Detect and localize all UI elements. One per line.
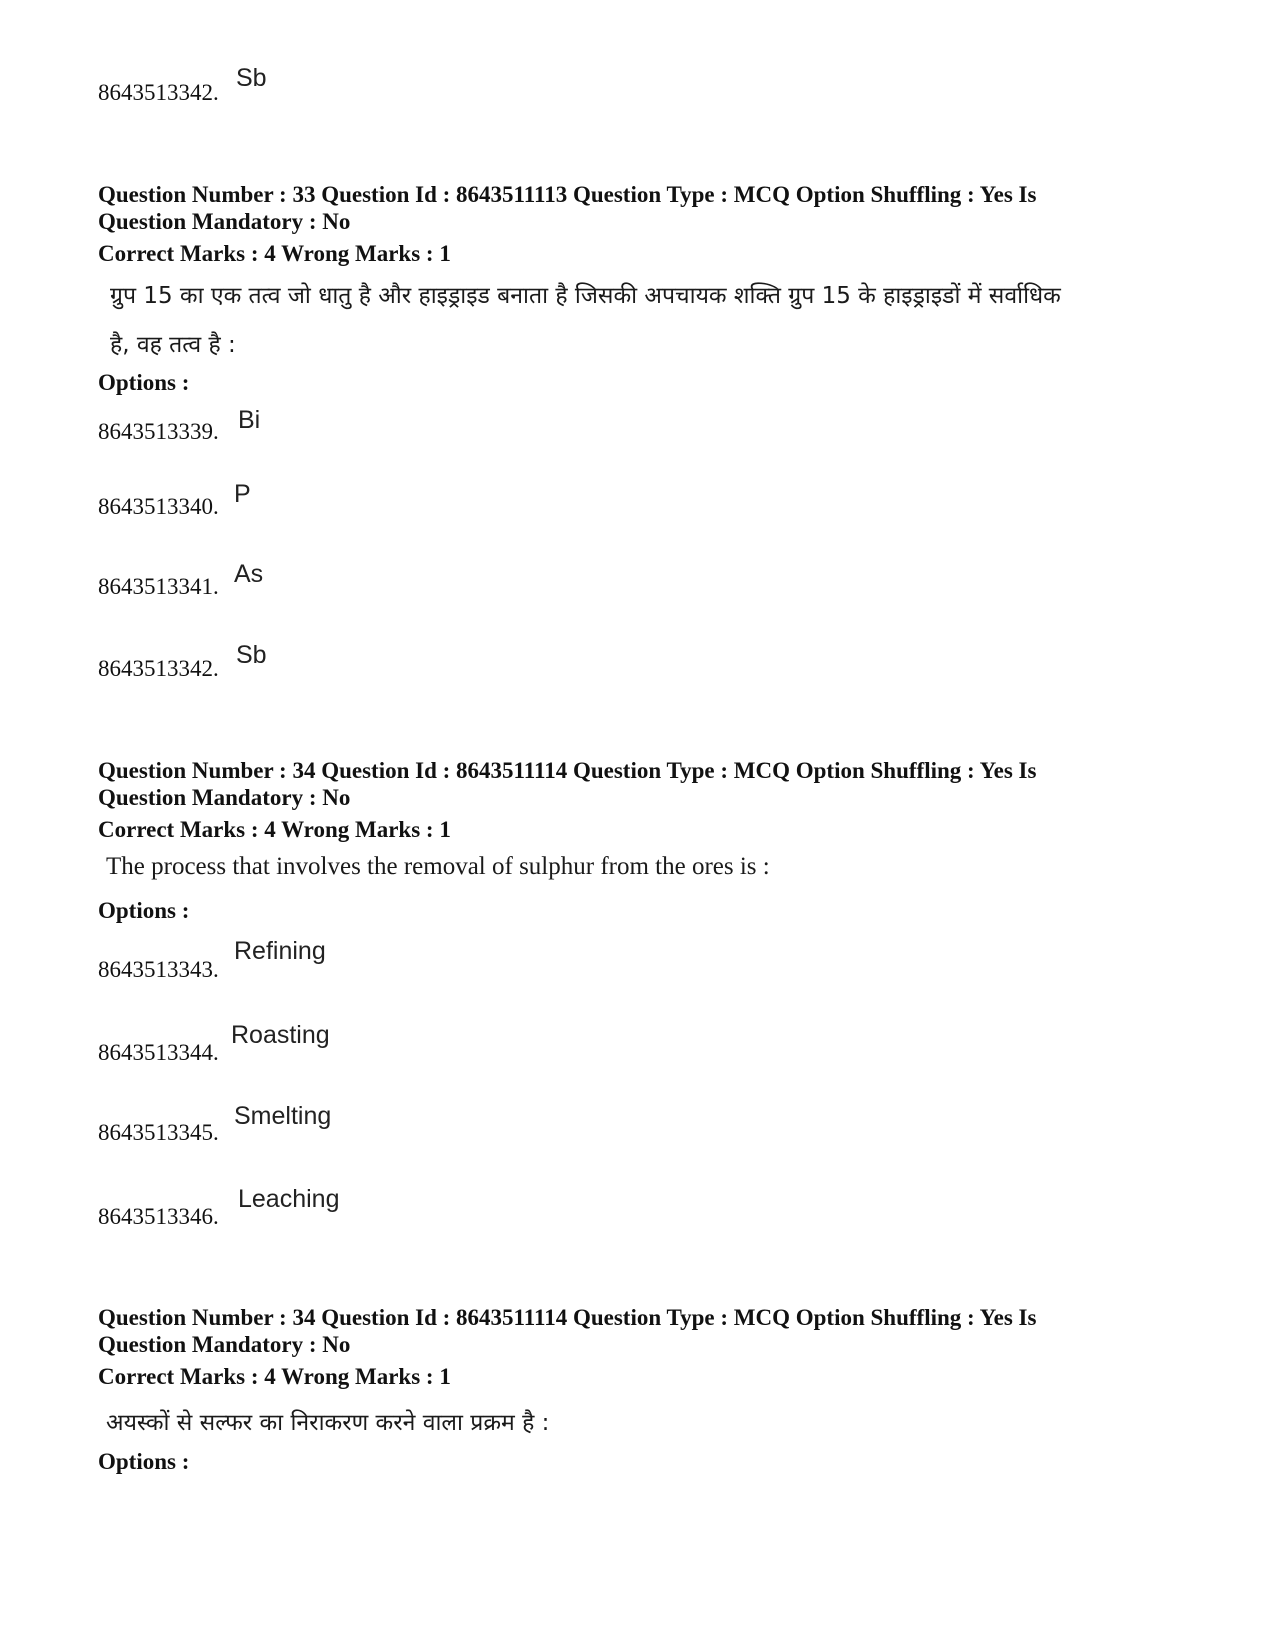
option-text: Roasting bbox=[231, 1021, 330, 1049]
option-id: 8643513345. bbox=[98, 1120, 219, 1145]
option-text: As bbox=[234, 560, 264, 588]
option-id: 8643513339. bbox=[98, 419, 219, 444]
option-id: 8643513342. bbox=[98, 80, 219, 105]
options-label: Options : bbox=[98, 370, 190, 395]
question-header-line2: Question Mandatory : No bbox=[98, 209, 351, 234]
question-header-line1: Question Number : 34 Question Id : 8643511114 Question Type : MCQ Option Shuffling : Yes Is bbox=[98, 758, 1037, 783]
question-text-line2: है, वह तत्व है : bbox=[110, 332, 236, 358]
option-id: 8643513344. bbox=[98, 1040, 219, 1065]
question-text-line1: The process that involves the removal of sulphur from the ores is : bbox=[106, 853, 770, 880]
question-marks: Correct Marks : 4 Wrong Marks : 1 bbox=[98, 817, 451, 842]
question-marks: Correct Marks : 4 Wrong Marks : 1 bbox=[98, 241, 451, 266]
question-header-line1: Question Number : 34 Question Id : 8643511114 Question Type : MCQ Option Shuffling : Yes Is bbox=[98, 1305, 1037, 1330]
options-label: Options : bbox=[98, 898, 190, 923]
option-id: 8643513341. bbox=[98, 574, 219, 599]
options-label: Options : bbox=[98, 1449, 190, 1474]
option-text: Bi bbox=[238, 406, 261, 434]
option-id: 8643513346. bbox=[98, 1204, 219, 1229]
option-id: 8643513340. bbox=[98, 494, 219, 519]
option-text: P bbox=[234, 480, 251, 508]
option-text: Sb bbox=[236, 641, 267, 669]
option-id: 8643513342. bbox=[98, 656, 219, 681]
option-text: Smelting bbox=[234, 1102, 332, 1130]
option-text: Refining bbox=[234, 937, 326, 965]
option-id: 8643513343. bbox=[98, 957, 219, 982]
question-header-line1: Question Number : 33 Question Id : 8643511113 Question Type : MCQ Option Shuffling : Yes Is bbox=[98, 182, 1037, 207]
question-marks: Correct Marks : 4 Wrong Marks : 1 bbox=[98, 1364, 451, 1389]
question-header-line2: Question Mandatory : No bbox=[98, 785, 351, 810]
question-header-line2: Question Mandatory : No bbox=[98, 1332, 351, 1357]
option-text: Leaching bbox=[238, 1185, 340, 1213]
question-text-line1: ग्रुप 15 का एक तत्व जो धातु है और हाइड्राइड बनाता है जिसकी अपचायक शक्ति ग्रुप 15 के हाइड्राइडों में सर्वाधिक bbox=[110, 283, 1061, 309]
question-text-line1: अयस्कों से सल्फर का निराकरण करने वाला प्रक्रम है : bbox=[106, 1410, 550, 1436]
option-text: Sb bbox=[236, 64, 267, 92]
